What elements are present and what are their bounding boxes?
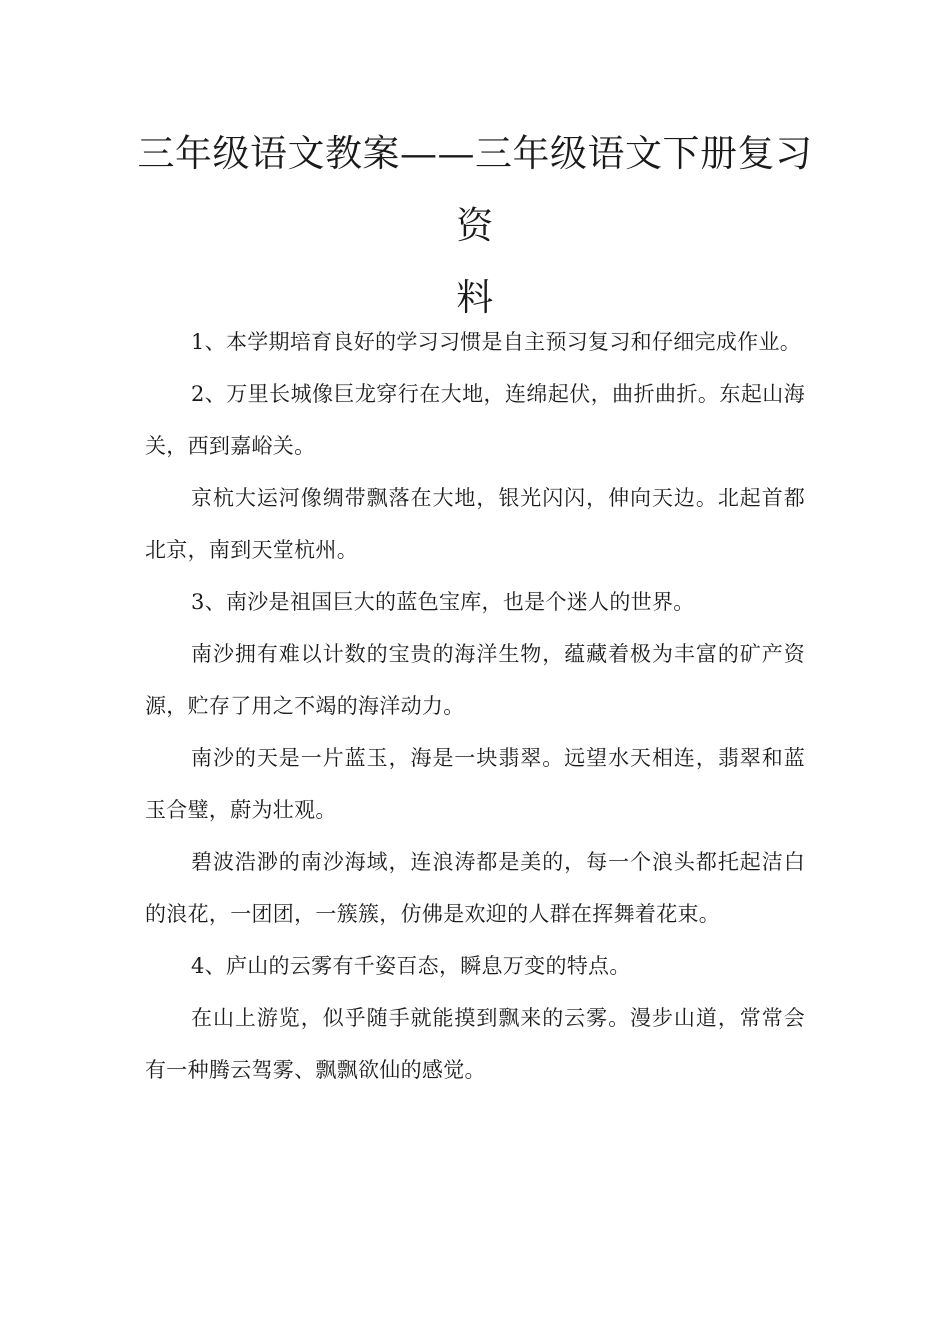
paragraph: 在山上游览，似乎随手就能摸到飘来的云雾。漫步山道，常常会有一种腾云驾雾、飘飘欲仙的感觉。 (145, 1006, 805, 1082)
document-body (145, 316, 805, 1096)
title-line-1: 三年级语文教案——三年级语文下册复习资 (137, 132, 813, 247)
paragraph: 南沙拥有难以计数的宝贵的海洋生物，蕴藏着极为丰富的矿产资源，贮存了用之不竭的海洋动力。 (145, 642, 805, 718)
paragraph: 4、庐山的云雾有千姿百态，瞬息万变的特点。 (191, 954, 631, 978)
paragraph: 3、南沙是祖国巨大的蓝色宝库，也是个迷人的世界。 (191, 590, 695, 614)
paragraph: 南沙的天是一片蓝玉，海是一块翡翠。远望水天相连，翡翠和蓝玉合璧，蔚为壮观。 (145, 746, 805, 822)
title-line-2: 料 (456, 276, 494, 319)
document-title (130, 118, 820, 334)
paragraph: 碧波浩渺的南沙海域，连浪涛都是美的，每一个浪头都托起洁白的浪花，一团团，一簇簇，仿佛是欢迎的人群在挥舞着花束。 (145, 850, 805, 926)
paragraph: 京杭大运河像绸带飘落在大地，银光闪闪，伸向天边。北起首都北京，南到天堂杭州。 (145, 486, 805, 562)
paragraph: 1、本学期培育良好的学习习惯是自主预习复习和仔细完成作业。 (191, 330, 802, 354)
paragraph: 2、万里长城像巨龙穿行在大地，连绵起伏，曲折曲折。东起山海关，西到嘉峪关。 (145, 382, 805, 458)
